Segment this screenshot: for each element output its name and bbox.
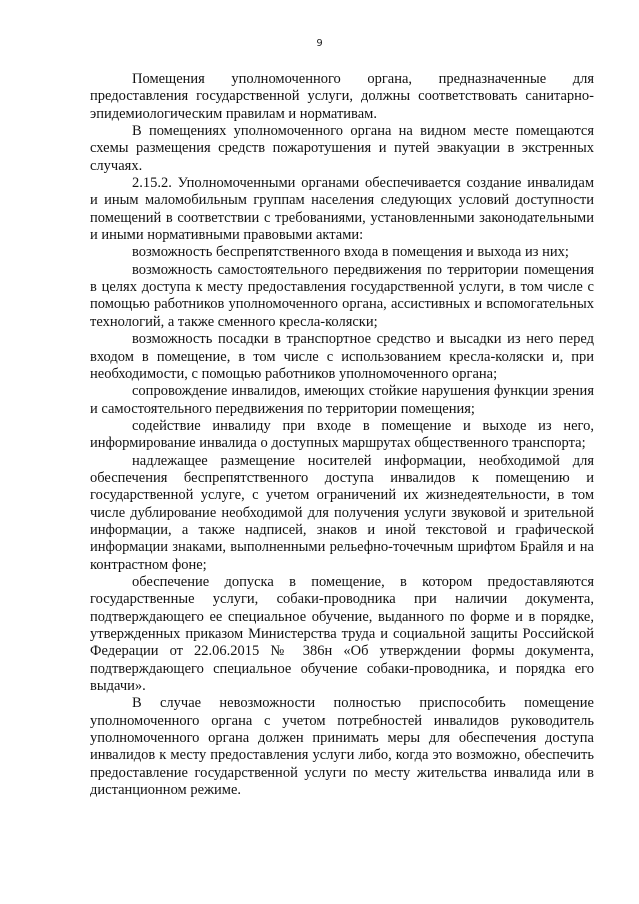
paragraph-escort: сопровождение инвалидов, имеющих стойкие нарушения функции зрения и самостоятельного передвижения по территории помещения; (90, 383, 594, 417)
page-number: 9 (316, 38, 323, 49)
paragraph-guide-dog: обеспечение допуска в помещение, в котором предоставляются государственные услуги, собаки-проводника при наличии документа, подтверждающего ее специальное обучение, выданного по форме и в порядке, утвержденных приказом Министерства труда и социальной защиты Российской Федерации от 22.06.2015 № 386н «Об утверждении формы документа, подтверждающего специальное обучение собаки-проводника, и порядка его выдачи». (90, 573, 594, 695)
paragraph-entry-exit: возможность беспрепятственного входа в помещения и выхода из них; (132, 244, 569, 261)
paragraph-information-carriers: надлежащее размещение носителей информации, необходимой для обеспечения беспрепятственного доступа инвалидов к помещению и государственной услуге, с учетом ограничений их жизнедеятельности, в том числе дублирование необходимой для получения услуги звуковой и зрительной информации, а также надписей, знаков и иной текстовой и графической информации знаками, выполненными рельефно-точечным шрифтом Брайля и на контрастном фоне; (90, 452, 594, 573)
paragraph-2-15-2-accessibility: 2.15.2. Уполномоченными органами обеспечивается создание инвалидам и иным маломобильным группам населения следующих условий доступности помещений в соответствии с требованиями, установленными законодательными и иными нормативными правовыми актами: (90, 175, 594, 244)
paragraph-independent-movement: возможность самостоятельного передвижения по территории помещения в целях доступа к месту предоставления государственной услуги, в том числе с помощью работников уполномоченного органа, ассистивных и вспомогательных технологий, а также сменного кресла-коляски; (90, 261, 594, 330)
paragraph-vehicle-boarding: возможность посадки в транспортное средство и высадки из него перед входом в помещение, в том числе с использованием кресла-коляски и, при необходимости, с помощью работников уполномоченного органа; (90, 331, 594, 382)
paragraph-evacuation-schemes: В помещениях уполномоченного органа на видном месте помещаются схемы размещения средств пожаротушения и путей эвакуации в экстренных случаях. (90, 123, 594, 174)
paragraph-assistance-informing: содействие инвалиду при входе в помещение и выходе из него, информирование инвалида о доступных маршрутах общественного транспорта; (90, 417, 594, 452)
paragraph-premises-sanitary: Помещения уполномоченного органа, предназначенные для предоставления государственной услуги, должны соответствовать санитарно-эпидемиологическим правилам и нормативам. (90, 71, 594, 122)
paragraph-alternative-measures: В случае невозможности полностью приспособить помещение уполномоченного органа с учетом потребностей инвалидов руководитель уполномоченного органа должен принимать меры для обеспечения доступа инвалидов к месту предоставления услуги либо, когда это возможно, обеспечить предоставление государственной услуги по месту жительства инвалида или в дистанционном режиме. (90, 695, 594, 799)
document-body (90, 71, 594, 799)
